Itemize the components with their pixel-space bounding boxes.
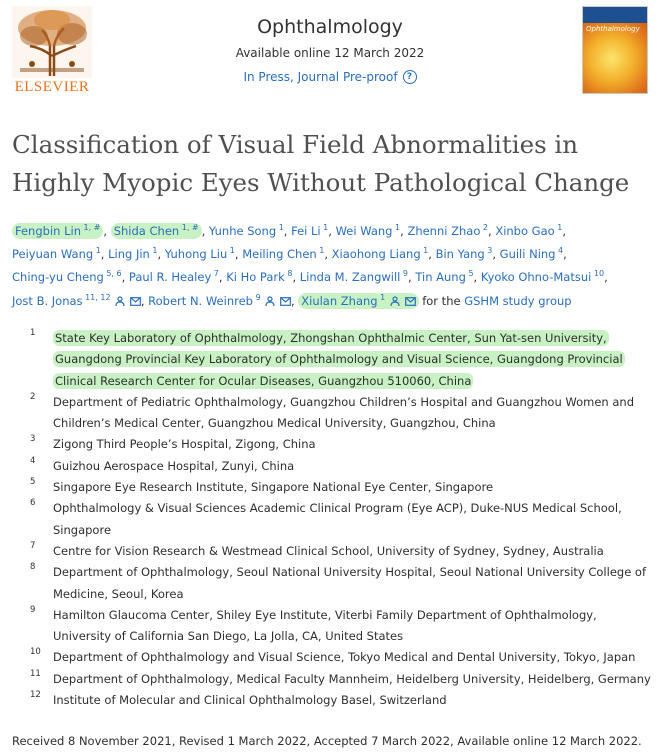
author-separator: ,	[140, 293, 149, 308]
author-affiliation-ref[interactable]: 1, #	[179, 223, 199, 233]
author-link[interactable]	[242, 247, 324, 261]
author-link[interactable]	[209, 224, 284, 238]
author-separator: ,	[492, 247, 500, 262]
affiliation-number: 11	[30, 668, 41, 679]
author-affiliation-ref[interactable]: 1	[149, 246, 158, 256]
mail-icon[interactable]	[130, 297, 141, 306]
article-title-line-1: Classification of Visual Field Abnormalities in	[12, 130, 579, 159]
author-separator: ,	[408, 270, 416, 285]
author-list	[12, 220, 652, 313]
author-name[interactable]: Xiulan Zhang	[301, 293, 378, 308]
author-name[interactable]: Kyoko Ohno-Matsui	[480, 270, 592, 285]
person-icon	[390, 296, 400, 306]
author-affiliation-ref[interactable]: 1	[420, 246, 429, 256]
affiliation-number: 4	[30, 455, 36, 466]
affiliation-item	[30, 392, 655, 435]
author-separator: ,	[290, 293, 299, 308]
affiliation-item	[30, 669, 655, 690]
affiliation-number: 7	[30, 540, 36, 551]
author-name[interactable]: Shida Chen	[113, 224, 180, 238]
author-name[interactable]: Ling Jin	[108, 247, 150, 262]
journal-cover-image[interactable]	[582, 6, 648, 94]
author-name[interactable]: Meiling Chen	[242, 247, 317, 262]
author-separator: ,	[563, 247, 567, 262]
author-link[interactable]	[129, 270, 219, 284]
affiliation-item	[30, 434, 655, 455]
author-separator: ,	[100, 247, 109, 262]
author-affiliation-ref[interactable]: 1, #	[80, 223, 101, 233]
author-name[interactable]: Ching-yu Cheng	[12, 270, 104, 285]
available-online-date: Available online 12 March 2022	[235, 46, 425, 60]
author-separator: ,	[473, 270, 481, 285]
author-link[interactable]	[481, 270, 604, 284]
affiliation-item	[30, 477, 655, 498]
author-separator: ,	[292, 270, 300, 285]
author-link[interactable]	[500, 247, 563, 261]
author-affiliation-ref[interactable]: 1	[227, 246, 235, 256]
article-history: Received 8 November 2021, Revised 1 March 2022, Accepted 7 March 2022, Available online 12 March 2022.	[12, 734, 642, 748]
author-link[interactable]	[165, 247, 235, 261]
author-affiliation-ref[interactable]: 5, 6	[103, 269, 122, 279]
affiliation-text: Zigong Third People’s Hospital, Zigong, China	[53, 437, 316, 452]
elsevier-logo[interactable]	[12, 6, 92, 98]
author-affiliation-ref[interactable]: 2	[480, 223, 488, 233]
author-name[interactable]: Yunhe Song	[208, 224, 277, 238]
author-link[interactable]	[108, 247, 157, 261]
author-separator: ,	[283, 224, 292, 238]
affiliation-item	[30, 562, 655, 605]
affiliation-number: 2	[30, 391, 36, 402]
affiliation-text: Guizhou Aerospace Hospital, Zunyi, China	[53, 458, 295, 473]
author-affiliation-ref[interactable]: 7	[211, 269, 219, 279]
question-circle-icon[interactable]: ?	[403, 70, 417, 84]
author-separator: ,	[604, 270, 608, 285]
journal-title-link[interactable]: Ophthalmology	[257, 16, 403, 38]
author-name[interactable]: Xinbo Gao	[495, 224, 555, 238]
affiliation-item	[30, 498, 655, 541]
author-separator: ,	[328, 224, 336, 238]
affiliation-item	[30, 328, 655, 392]
mail-icon[interactable]	[405, 297, 416, 306]
author-link[interactable]	[291, 224, 328, 238]
author-name[interactable]: Paul R. Healey	[128, 270, 212, 285]
author-link[interactable]	[300, 270, 408, 284]
affiliation-number: 9	[30, 604, 36, 615]
affiliation-text: Ophthalmology & Visual Sciences Academic Clinical Program (Eye ACP), Duke-NUS Medical School, Singapore	[53, 501, 622, 537]
elsevier-wordmark: ELSEVIER	[14, 79, 90, 95]
in-press-label[interactable]: In Press, Journal Pre-proof	[243, 70, 398, 84]
author-separator: ,	[201, 224, 209, 238]
author-name[interactable]: Robert N. Weinreb	[148, 293, 253, 308]
article-header	[0, 0, 659, 110]
author-affiliation-ref[interactable]: 1	[93, 246, 101, 256]
author-name[interactable]: Xiaohong Liang	[331, 247, 421, 262]
author-affiliation-ref[interactable]: 1	[554, 223, 563, 233]
author-separator: ,	[488, 224, 496, 238]
author-link[interactable]	[332, 247, 429, 261]
author-link[interactable]	[415, 270, 473, 284]
affiliation-number: 10	[30, 647, 41, 658]
affiliation-text: Institute of Molecular and Clinical Ophthalmology Basel, Switzerland	[53, 693, 447, 708]
author-name[interactable]: Zhenni Zhao	[407, 224, 481, 238]
affiliation-text: Centre for Vision Research & Westmead Clinical School, University of Sydney, Sydney, Australia	[53, 543, 604, 558]
author-separator: ,	[157, 247, 165, 262]
author-link[interactable]	[111, 223, 202, 239]
author-link[interactable]	[12, 270, 122, 284]
author-name[interactable]: Bin Yang	[435, 247, 485, 262]
cover-banner	[583, 7, 647, 23]
author-link[interactable]	[298, 293, 418, 309]
affiliation-text: Department of Ophthalmology and Visual Science, Tokyo Medical and Dental University, Tokyo, Japan	[53, 650, 636, 665]
affiliation-number: 3	[30, 434, 36, 445]
elsevier-tree-icon	[12, 6, 92, 78]
cover-journal-name: Ophthalmology	[586, 25, 640, 33]
affiliation-number: 8	[30, 562, 36, 573]
affiliation-item	[30, 541, 655, 562]
affiliation-text: Department of Pediatric Ophthalmology, Guangzhou Children’s Hospital and Guangzhou Women and Children’s Medical Center, Guangzhou Medical University, Guangzhou, China	[53, 394, 634, 431]
affiliation-number: 5	[30, 477, 36, 488]
affiliation-number: 6	[30, 498, 36, 509]
author-name[interactable]: Jost B. Jonas	[12, 293, 83, 308]
person-icon	[265, 296, 275, 306]
affiliation-list	[30, 328, 655, 711]
author-affiliation-ref[interactable]: 10	[591, 269, 605, 279]
group-prefix: for the	[422, 293, 465, 308]
author-affiliation-ref[interactable]: 1	[320, 223, 329, 233]
author-name[interactable]: Guili Ning	[499, 247, 556, 262]
person-icon	[115, 296, 125, 306]
author-affiliation-ref[interactable]: 1	[316, 246, 325, 256]
affiliation-text: Hamilton Glaucoma Center, Shiley Eye Institute, Viterbi Family Department of Ophthalmology, University of California San Diego, La Jolla, CA, United States	[53, 607, 597, 644]
author-name[interactable]: Yuhong Liu	[164, 247, 228, 262]
author-name[interactable]: Fei Li	[291, 224, 321, 238]
in-press-status[interactable]	[200, 70, 460, 84]
author-affiliation-ref[interactable]: 8	[284, 269, 293, 279]
affiliation-item	[30, 456, 655, 477]
article-title	[12, 126, 652, 202]
author-name[interactable]: Fengbin Lin	[15, 224, 81, 238]
affiliation-text: Department of Ophthalmology, Medical Faculty Mannheim, Heidelberg University, Heidelberg, Germany	[53, 671, 651, 686]
study-group-link[interactable]: GSHM study group	[464, 293, 572, 308]
author-affiliation-ref[interactable]: 1	[392, 223, 401, 233]
author-separator: ,	[218, 270, 227, 285]
author-link[interactable]	[495, 224, 562, 238]
author-affiliation-ref[interactable]: 9	[400, 269, 409, 279]
author-affiliation-ref[interactable]: 3	[484, 246, 493, 256]
affiliation-item	[30, 647, 655, 668]
author-affiliation-ref[interactable]: 5	[465, 269, 474, 279]
author-link[interactable]	[12, 247, 101, 261]
author-separator: ,	[103, 224, 111, 238]
author-link[interactable]	[148, 294, 291, 308]
affiliation-number: 12	[30, 690, 41, 701]
author-link[interactable]	[407, 224, 488, 238]
author-affiliation-ref[interactable]: 1	[377, 292, 386, 302]
author-affiliation-ref[interactable]: 4	[555, 246, 564, 256]
author-name[interactable]: Wei Wang	[335, 224, 393, 238]
author-name[interactable]: Linda M. Zangwill	[299, 270, 401, 285]
author-separator: ,	[324, 247, 332, 262]
affiliation-number: 1	[30, 328, 36, 338]
author-separator: ,	[428, 247, 436, 262]
author-separator: ,	[121, 270, 129, 285]
author-link[interactable]	[12, 294, 141, 308]
affiliation-text: State Key Laboratory of Ophthalmology, Zhongshan Ophthalmic Center, Sun Yat-sen University, Guangdong Provincial Key Laboratory of Ophthalmology and Visual Science, Guangdong Provincial Clinical Research Center for Ocular Diseases, Guangzhou 510060, China	[55, 331, 623, 388]
author-link[interactable]	[12, 223, 103, 239]
author-link[interactable]	[436, 247, 493, 261]
journal-info	[200, 16, 460, 84]
author-name[interactable]: Ki Ho Park	[226, 270, 285, 285]
article-title-line-2: Highly Myopic Eyes Without Pathological Change	[12, 168, 630, 197]
author-affiliation-ref[interactable]: 11, 12	[82, 292, 111, 302]
author-affiliation-ref[interactable]: 9	[252, 292, 261, 302]
author-affiliation-ref[interactable]: 1	[276, 223, 284, 233]
affiliation-text: Department of Ophthalmology, Seoul National University Hospital, Seoul National University College of Medicine, Seoul, Korea	[53, 565, 647, 601]
author-separator: ,	[234, 247, 243, 262]
author-separator: ,	[562, 224, 566, 238]
mail-icon[interactable]	[280, 297, 291, 306]
author-link[interactable]	[226, 270, 292, 284]
affiliation-text: Singapore Eye Research Institute, Singapore National Eye Center, Singapore	[53, 480, 494, 495]
author-name[interactable]: Tin Aung	[415, 270, 466, 285]
affiliation-item	[30, 690, 655, 711]
author-link[interactable]	[336, 224, 401, 238]
author-name[interactable]: Peiyuan Wang	[12, 247, 94, 262]
affiliation-item	[30, 605, 655, 648]
author-separator: ,	[400, 224, 408, 238]
